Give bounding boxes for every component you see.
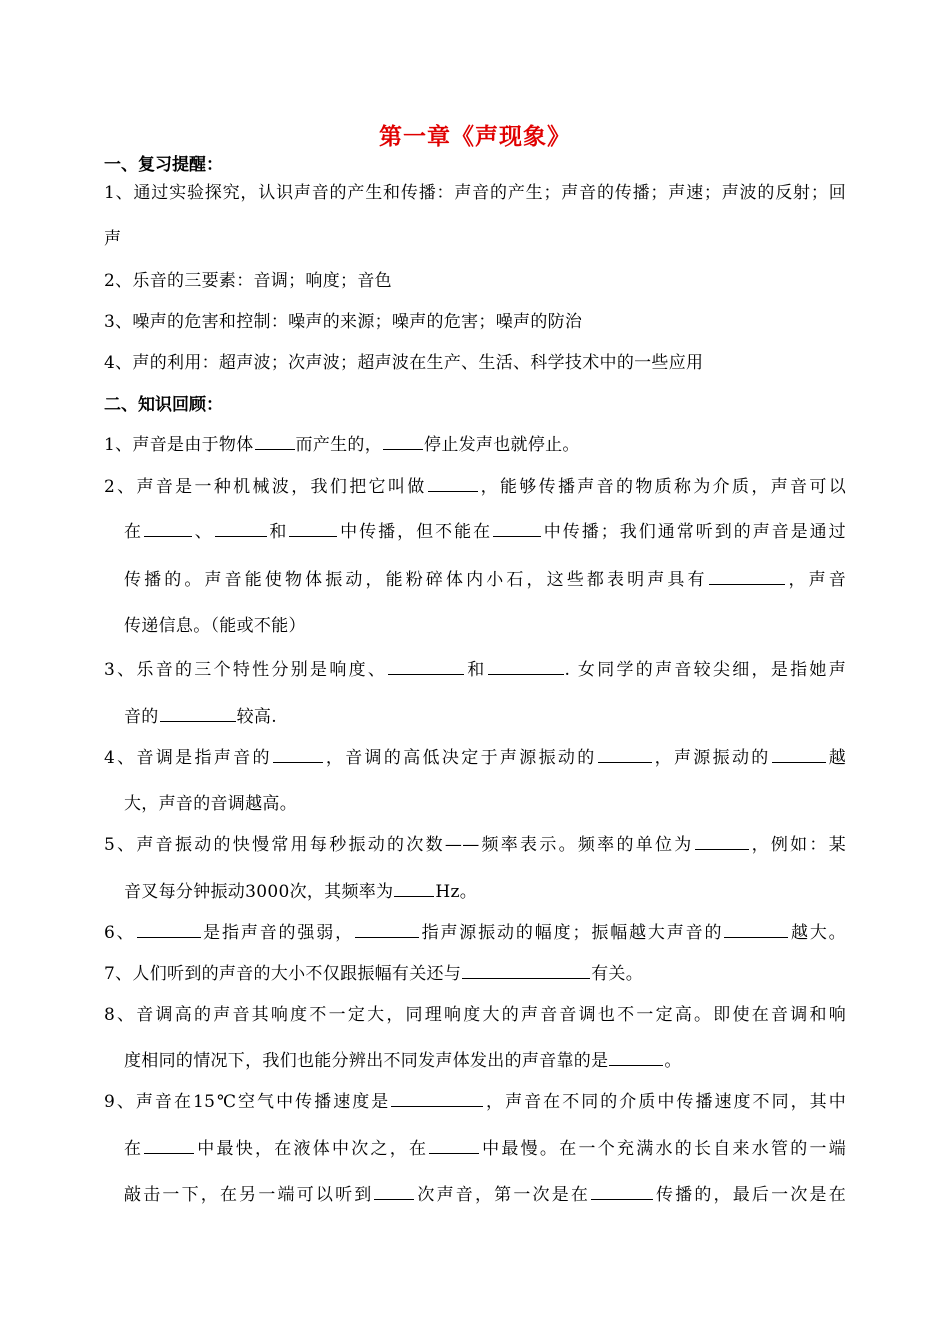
q9-text: 传播的，最后一次是在 xyxy=(654,1185,846,1205)
q3-text: 和 xyxy=(465,660,487,680)
q4-text: ，音调的高低决定于声源振动的 xyxy=(323,748,597,768)
q6-text: 是指声音的强弱， xyxy=(201,923,355,943)
answer-blank[interactable] xyxy=(428,477,478,492)
q4-text: ，声源振动的 xyxy=(652,748,771,768)
question-1 xyxy=(104,430,580,455)
q3-text: 较高. xyxy=(236,707,277,727)
answer-blank[interactable] xyxy=(391,1092,483,1107)
answer-blank[interactable] xyxy=(591,1185,653,1200)
answer-blank[interactable] xyxy=(273,748,323,763)
section-heading-review: 一、复习提醒： xyxy=(104,155,223,175)
q7-text: 有关。 xyxy=(591,964,644,984)
answer-blank[interactable] xyxy=(493,522,541,537)
question-8-line-2 xyxy=(124,1046,682,1071)
q7-text: 7、人们听到的声音的大小不仅跟振幅有关还与 xyxy=(104,964,462,984)
q5-text: 5、声音振动的快慢常用每秒振动的次数——频率表示。频率的单位为 xyxy=(104,835,694,855)
q9-text: ，声音在不同的介质中传播速度不同，其中 xyxy=(484,1092,846,1112)
answer-blank[interactable] xyxy=(609,1051,663,1066)
q2-text: ，能够传播声音的物质称为介质，声音可以 xyxy=(478,477,847,497)
q3-text: . 女同学的声音较尖细，是指她声 xyxy=(564,660,846,680)
q2-text: 中传播，但不能在 xyxy=(338,522,493,542)
question-9-line-2 xyxy=(124,1134,846,1159)
question-4-line-1 xyxy=(104,743,846,768)
review-item-4: 4、声的利用：超声波；次声波；超声波在生产、生活、科学技术中的一些应用 xyxy=(104,353,704,373)
q2-text: 和 xyxy=(267,522,289,542)
q5-text: Hz。 xyxy=(435,882,478,902)
answer-blank[interactable] xyxy=(289,522,337,537)
q6-text: 6、 xyxy=(104,923,136,943)
q5-text: ，例如：某 xyxy=(749,835,847,855)
q4-text: 4、音调是指声音的 xyxy=(104,748,272,768)
q3-text: 音的 xyxy=(124,707,159,727)
q3-text: 3、乐音的三个特性分别是响度、 xyxy=(104,660,388,680)
question-2-line-1 xyxy=(104,472,846,497)
q1-text-a: 1、声音是由于物体 xyxy=(104,435,254,455)
q2-text: 在 xyxy=(124,522,143,542)
answer-blank[interactable] xyxy=(462,964,590,979)
q2-text: 传播的。声音能使物体振动，能粉碎体内小石，这些都表明声具有 xyxy=(124,570,708,590)
answer-blank[interactable] xyxy=(724,923,788,938)
answer-blank[interactable] xyxy=(394,882,434,897)
q2-text: ，声音 xyxy=(785,570,846,590)
answer-blank[interactable] xyxy=(488,660,564,675)
answer-blank[interactable] xyxy=(374,1185,414,1200)
answer-blank[interactable] xyxy=(144,1139,194,1154)
answer-blank[interactable] xyxy=(695,835,749,850)
q1-text-c: 停止发声也就停止。 xyxy=(424,435,580,455)
answer-blank[interactable] xyxy=(137,923,201,938)
q2-text: 传递信息。（能或不能） xyxy=(124,616,306,636)
review-item-3: 3、噪声的危害和控制：噪声的来源；噪声的危害；噪声的防治 xyxy=(104,312,583,332)
review-item-1-cont: 声 xyxy=(104,229,122,249)
question-2-line-4 xyxy=(124,611,306,636)
question-2-line-2 xyxy=(124,517,846,542)
review-item-1: 1、通过实验探究，认识声音的产生和传播：声音的产生；声音的传播；声速；声波的反射；回 xyxy=(104,183,846,203)
answer-blank[interactable] xyxy=(355,923,419,938)
question-3-line-1 xyxy=(104,655,846,680)
q6-text: 越大。 xyxy=(789,923,846,943)
answer-blank[interactable] xyxy=(383,435,423,450)
q5-text: 音叉每分钟振动3000次，其频率为 xyxy=(124,882,394,902)
answer-blank[interactable] xyxy=(709,570,785,585)
page-title: 第一章《声现象》 xyxy=(379,123,571,150)
answer-blank[interactable] xyxy=(388,660,464,675)
q2-text: 2、声音是一种机械波，我们把它叫做 xyxy=(104,477,427,497)
question-4-line-2 xyxy=(124,789,297,814)
q6-text: 指声源振动的幅度；振幅越大声音的 xyxy=(420,923,724,943)
answer-blank[interactable] xyxy=(772,748,826,763)
answer-blank[interactable] xyxy=(255,435,295,450)
q9-text: 敲击一下，在另一端可以听到 xyxy=(124,1185,374,1205)
question-5-line-2 xyxy=(124,877,477,902)
q9-text: 次声音，第一次是在 xyxy=(415,1185,591,1205)
answer-blank[interactable] xyxy=(144,522,192,537)
question-7 xyxy=(104,959,643,984)
question-8-line-1 xyxy=(104,1000,846,1025)
answer-blank[interactable] xyxy=(215,522,267,537)
question-6 xyxy=(104,918,846,943)
question-5-line-1 xyxy=(104,830,846,855)
answer-blank[interactable] xyxy=(598,748,652,763)
q4-text: 大，声音的音调越高。 xyxy=(124,794,297,814)
q9-text: 9、声音在15℃空气中传播速度是 xyxy=(104,1092,391,1112)
question-9-line-3 xyxy=(124,1180,846,1205)
section-heading-recall: 二、知识回顾： xyxy=(104,395,223,415)
q9-text: 中最慢。在一个充满水的长自来水管的一端 xyxy=(480,1139,846,1159)
review-item-2: 2、乐音的三要素：音调；响度；音色 xyxy=(104,271,392,291)
q4-text: 越 xyxy=(826,748,846,768)
q1-text-b: 而产生的， xyxy=(295,435,383,455)
answer-blank[interactable] xyxy=(429,1139,479,1154)
question-3-line-2 xyxy=(124,702,277,727)
q2-text: 、 xyxy=(193,522,214,542)
q8-text: 度相同的情况下，我们也能分辨出不同发声体发出的声音靠的是 xyxy=(124,1051,609,1071)
question-2-line-3 xyxy=(124,565,846,590)
answer-blank[interactable] xyxy=(160,707,236,722)
question-9-line-1 xyxy=(104,1087,846,1112)
q8-text: 。 xyxy=(664,1051,682,1071)
q2-text: 中传播；我们通常听到的声音是通过 xyxy=(542,522,846,542)
q9-text: 在 xyxy=(124,1139,144,1159)
q9-text: 中最快，在液体中次之，在 xyxy=(195,1139,429,1159)
q8-text: 8、音调高的声音其响度不一定大，同理响度大的声音音调也不一定高。即使在音调和响 xyxy=(104,1005,846,1025)
